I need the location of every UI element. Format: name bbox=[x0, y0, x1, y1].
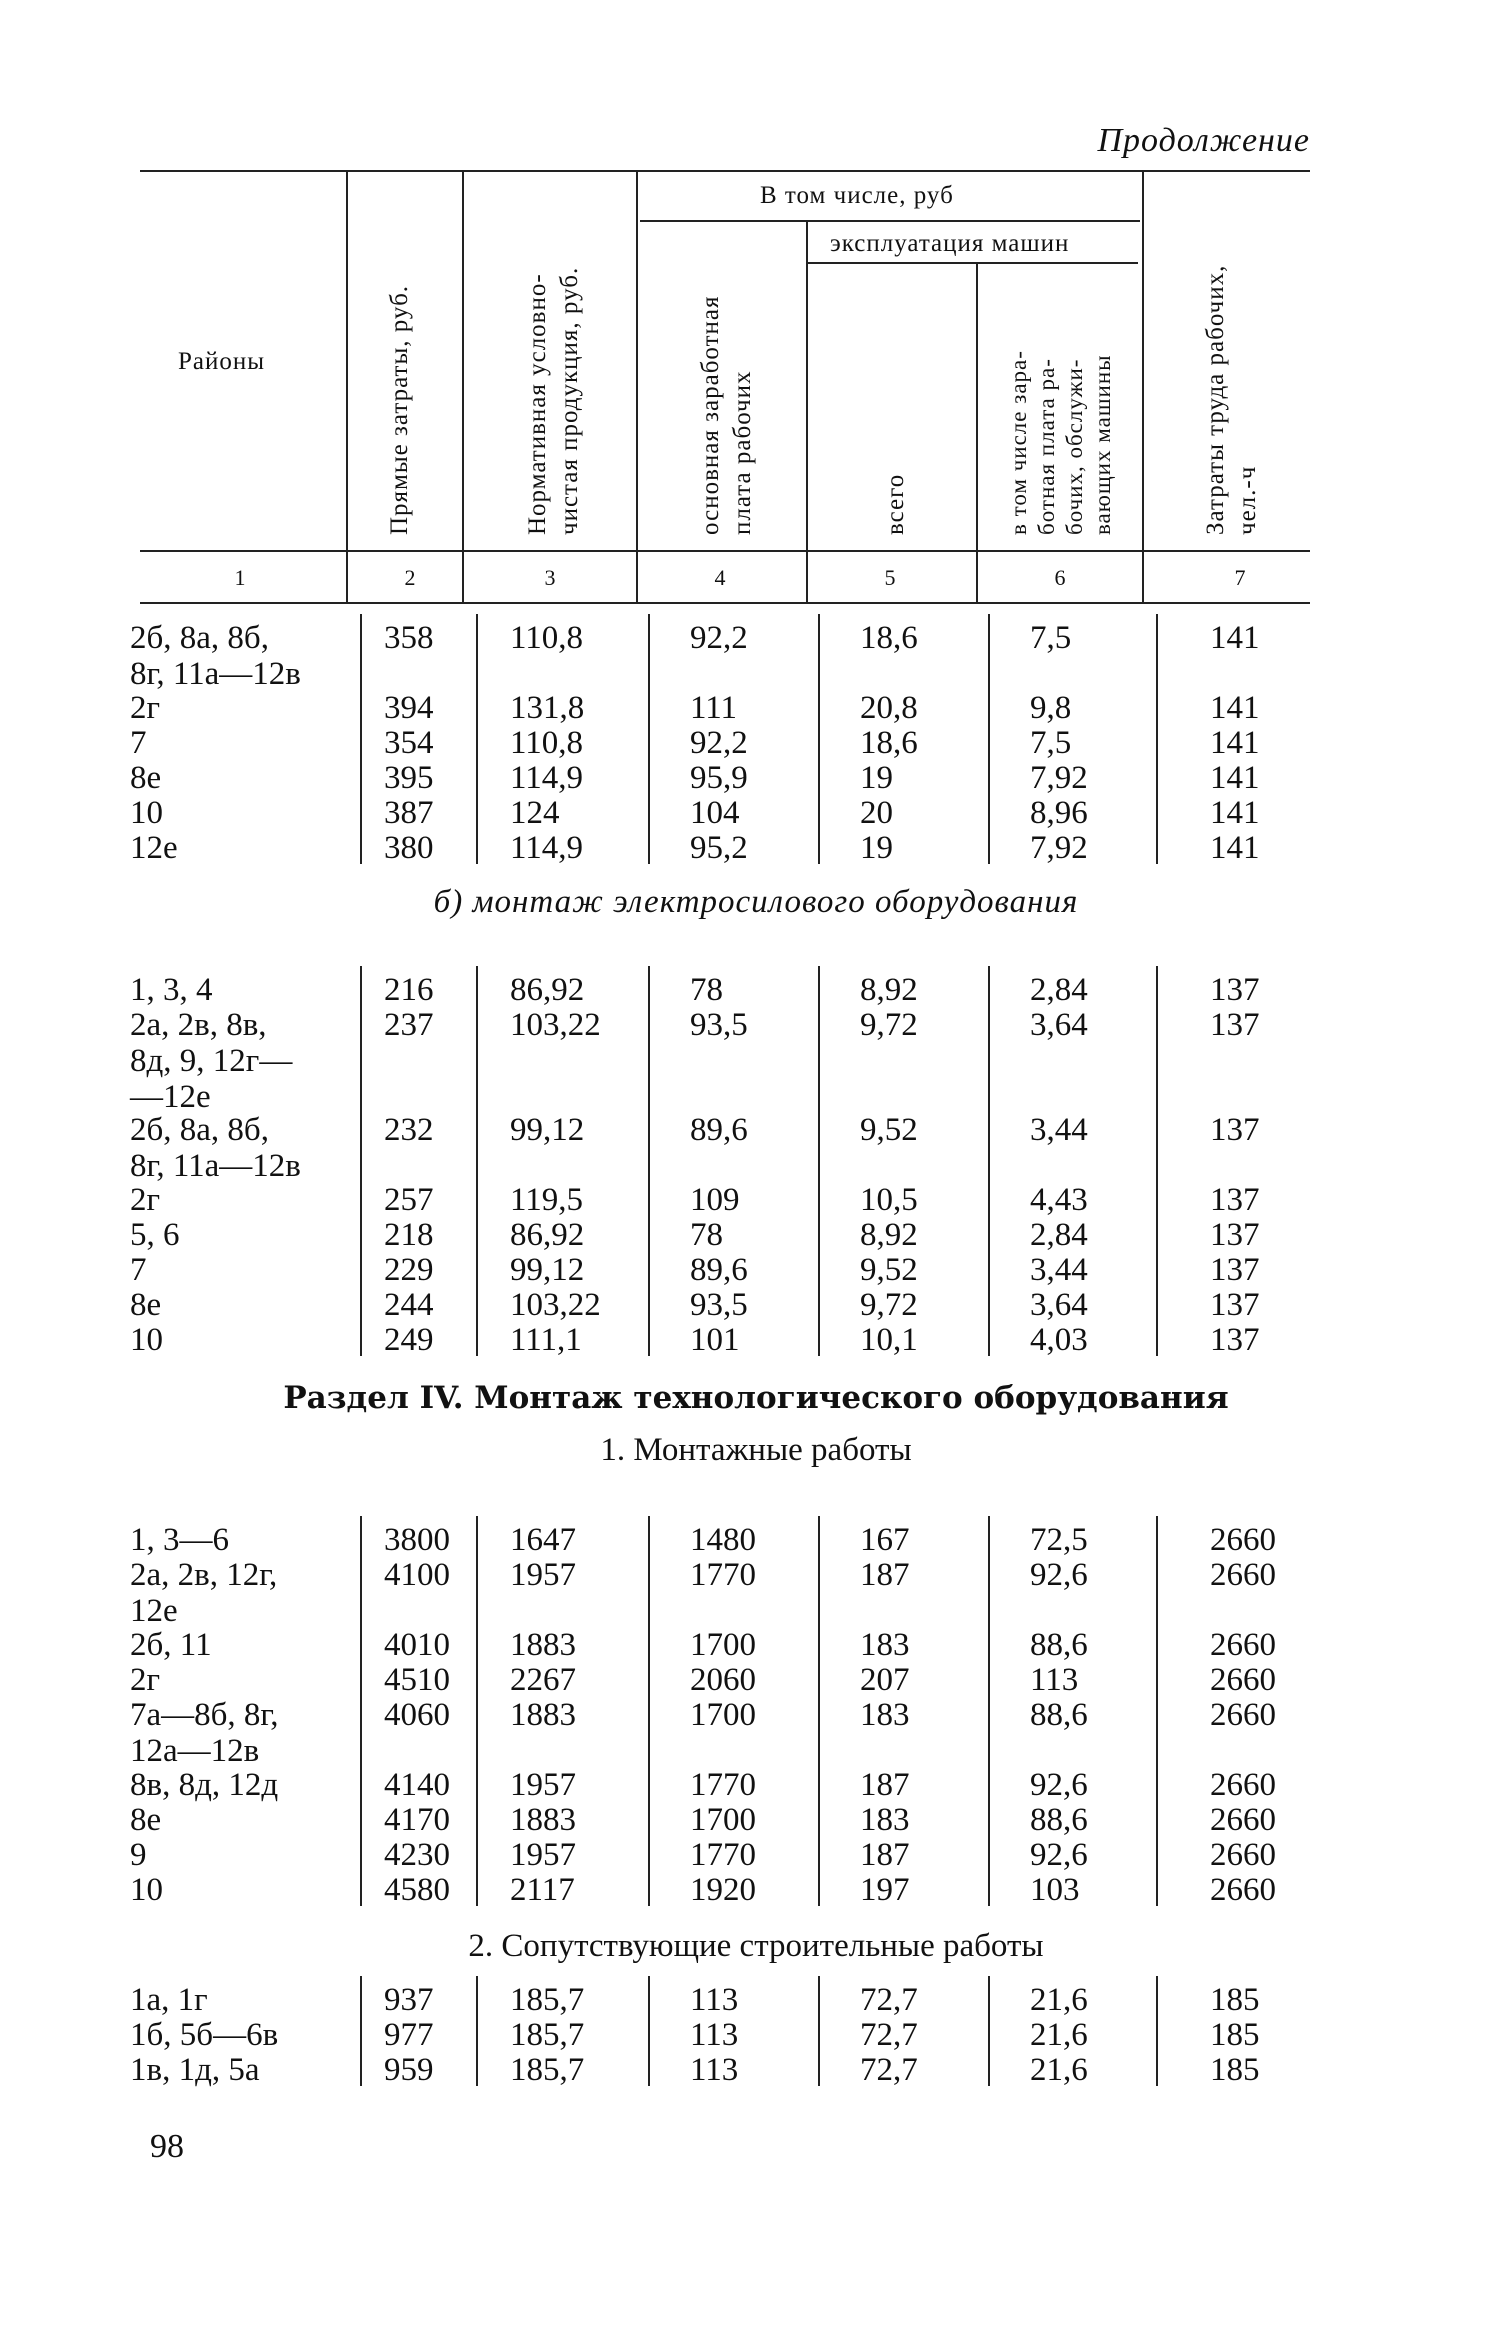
value-cell: 2660 bbox=[1210, 1872, 1276, 1908]
value-cell: 19 bbox=[860, 830, 893, 866]
value-cell: 185,7 bbox=[510, 2052, 585, 2088]
value-cell: 218 bbox=[384, 1217, 434, 1253]
district-cell bbox=[130, 1522, 229, 1558]
table-row bbox=[130, 725, 1320, 761]
table-row bbox=[130, 795, 1320, 831]
value-cell: 1700 bbox=[690, 1697, 756, 1733]
subsection-title-b: б) монтаж электросилового оборудования bbox=[433, 884, 1079, 920]
value-cell: 92,6 bbox=[1030, 1557, 1088, 1593]
value-cell: 141 bbox=[1210, 690, 1260, 726]
district-line: 5, 6 bbox=[130, 1217, 180, 1253]
value-cell: 72,7 bbox=[860, 2052, 918, 2088]
value-cell: 141 bbox=[1210, 725, 1260, 761]
value-cell: 78 bbox=[690, 972, 723, 1008]
value-cell: 4510 bbox=[384, 1662, 450, 1698]
district-cell bbox=[130, 1837, 147, 1873]
value-cell: 185 bbox=[1210, 2017, 1260, 2053]
continuation-label: Продолжение bbox=[1097, 122, 1310, 159]
value-cell: 185 bbox=[1210, 1982, 1260, 2018]
value-cell: 10,1 bbox=[860, 1322, 918, 1358]
district-line: 2г bbox=[130, 690, 161, 726]
value-cell: 3,64 bbox=[1030, 1287, 1088, 1323]
value-cell: 187 bbox=[860, 1767, 910, 1803]
district-cell bbox=[130, 972, 213, 1008]
value-cell: 183 bbox=[860, 1627, 910, 1663]
value-cell: 21,6 bbox=[1030, 1982, 1088, 2018]
value-cell: 2660 bbox=[1210, 1767, 1276, 1803]
value-cell: 93,5 bbox=[690, 1007, 748, 1043]
header-direct-costs: Прямые затраты, руб. bbox=[386, 284, 413, 535]
value-cell: 7,5 bbox=[1030, 620, 1072, 656]
value-cell: 2,84 bbox=[1030, 972, 1088, 1008]
district-cell bbox=[130, 1287, 161, 1323]
value-cell: 114,9 bbox=[510, 760, 584, 796]
value-cell: 4140 bbox=[384, 1767, 450, 1803]
value-cell: 1770 bbox=[690, 1557, 756, 1593]
district-line: 2а, 2в, 8в, bbox=[130, 1007, 267, 1043]
value-cell: 7,92 bbox=[1030, 760, 1088, 796]
value-cell: 2660 bbox=[1210, 1697, 1276, 1733]
value-cell: 183 bbox=[860, 1802, 910, 1838]
value-cell: 131,8 bbox=[510, 690, 585, 726]
value-cell: 103,22 bbox=[510, 1287, 601, 1323]
table-row bbox=[130, 1662, 1320, 1698]
district-line: 10 bbox=[130, 1872, 163, 1908]
value-cell: 229 bbox=[384, 1252, 434, 1288]
value-cell: 395 bbox=[384, 760, 434, 796]
district-cell bbox=[130, 1662, 160, 1698]
header-net-production: Нормативная условно- чистая продукция, руб. bbox=[524, 266, 583, 535]
district-cell bbox=[130, 795, 163, 831]
value-cell: 9,8 bbox=[1030, 690, 1072, 726]
district-line: 8г, 11а—12в bbox=[130, 1148, 301, 1184]
value-cell: 137 bbox=[1210, 1287, 1260, 1323]
district-cell bbox=[130, 1182, 160, 1218]
district-cell bbox=[130, 1697, 279, 1769]
table-row bbox=[130, 1557, 1320, 1629]
value-cell: 207 bbox=[860, 1662, 910, 1698]
page-number: 98 bbox=[150, 2128, 184, 2165]
value-cell: 86,92 bbox=[510, 1217, 585, 1253]
district-cell bbox=[130, 1322, 163, 1358]
district-line: 2б, 8а, 8б, bbox=[130, 1112, 269, 1148]
value-cell: 4100 bbox=[384, 1557, 450, 1593]
value-cell: 358 bbox=[384, 620, 434, 656]
value-cell: 72,7 bbox=[860, 1982, 918, 2018]
value-cell: 21,6 bbox=[1030, 2052, 1088, 2088]
value-cell: 185,7 bbox=[510, 1982, 585, 2018]
district-line: 10 bbox=[130, 1322, 163, 1358]
value-cell: 2660 bbox=[1210, 1662, 1276, 1698]
district-line: 8е bbox=[130, 1802, 162, 1838]
subgroup-rule bbox=[808, 262, 1138, 264]
value-cell: 216 bbox=[384, 972, 434, 1008]
district-line: —12е bbox=[130, 1079, 211, 1115]
value-cell: 20 bbox=[860, 795, 893, 831]
table-row bbox=[130, 1182, 1320, 1218]
value-cell: 2117 bbox=[510, 1872, 575, 1908]
header-bottom-rule bbox=[140, 550, 1310, 552]
district-cell bbox=[130, 1627, 212, 1663]
value-cell: 137 bbox=[1210, 1112, 1260, 1148]
district-cell bbox=[130, 1252, 147, 1288]
value-cell: 187 bbox=[860, 1557, 910, 1593]
value-cell: 111,1 bbox=[510, 1322, 582, 1358]
value-cell: 89,6 bbox=[690, 1252, 748, 1288]
district-cell bbox=[130, 2017, 278, 2053]
district-line: 2а, 2в, 12г, bbox=[130, 1557, 278, 1593]
value-cell: 18,6 bbox=[860, 620, 918, 656]
value-cell: 9,52 bbox=[860, 1112, 918, 1148]
value-cell: 141 bbox=[1210, 760, 1260, 796]
header-machine-wages: в том числе зара- ботная плата ра- бочих, обслужи- вающих машины bbox=[1006, 350, 1115, 535]
district-cell bbox=[130, 1767, 278, 1803]
value-cell: 4170 bbox=[384, 1802, 450, 1838]
header-districts: Районы bbox=[178, 348, 266, 375]
value-cell: 113 bbox=[690, 2052, 739, 2088]
value-cell: 7,92 bbox=[1030, 830, 1088, 866]
numbers-rule bbox=[140, 602, 1310, 604]
header-divider-3 bbox=[636, 172, 638, 602]
value-cell: 187 bbox=[860, 1837, 910, 1873]
value-cell: 977 bbox=[384, 2017, 434, 2053]
value-cell: 1700 bbox=[690, 1802, 756, 1838]
value-cell: 1957 bbox=[510, 1767, 576, 1803]
value-cell: 88,6 bbox=[1030, 1697, 1088, 1733]
value-cell: 1883 bbox=[510, 1802, 576, 1838]
value-cell: 1770 bbox=[690, 1837, 756, 1873]
value-cell: 19 bbox=[860, 760, 893, 796]
value-cell: 113 bbox=[1030, 1662, 1079, 1698]
value-cell: 2660 bbox=[1210, 1627, 1276, 1663]
value-cell: 89,6 bbox=[690, 1112, 748, 1148]
district-line: 12а—12в bbox=[130, 1733, 260, 1769]
value-cell: 124 bbox=[510, 795, 560, 831]
value-cell: 2060 bbox=[690, 1662, 756, 1698]
table-row bbox=[130, 1007, 1320, 1115]
district-line: 1, 3—6 bbox=[130, 1522, 229, 1558]
table-row bbox=[130, 690, 1320, 726]
value-cell: 10,5 bbox=[860, 1182, 918, 1218]
district-line: 1а, 1г bbox=[130, 1982, 208, 2018]
district-line: 12е bbox=[130, 1593, 178, 1629]
value-cell: 113 bbox=[690, 2017, 739, 2053]
value-cell: 197 bbox=[860, 1872, 910, 1908]
value-cell: 18,6 bbox=[860, 725, 918, 761]
value-cell: 354 bbox=[384, 725, 434, 761]
value-cell: 111 bbox=[690, 690, 738, 726]
value-cell: 103,22 bbox=[510, 1007, 601, 1043]
header-divider-1 bbox=[346, 172, 348, 602]
value-cell: 88,6 bbox=[1030, 1627, 1088, 1663]
value-cell: 1883 bbox=[510, 1697, 576, 1733]
value-cell: 1647 bbox=[510, 1522, 576, 1558]
header-divider-5 bbox=[976, 264, 978, 602]
value-cell: 3800 bbox=[384, 1522, 450, 1558]
value-cell: 92,6 bbox=[1030, 1837, 1088, 1873]
value-cell: 141 bbox=[1210, 830, 1260, 866]
table-row bbox=[130, 1522, 1320, 1558]
district-line: 7 bbox=[130, 1252, 147, 1288]
table-row bbox=[130, 1802, 1320, 1838]
district-line: 12е bbox=[130, 830, 178, 866]
header-divider-2 bbox=[462, 172, 464, 602]
column-number-3: 3 bbox=[544, 565, 556, 590]
header-divider-6 bbox=[1142, 172, 1144, 602]
column-number-6: 6 bbox=[1054, 565, 1066, 590]
district-cell bbox=[130, 1802, 161, 1838]
district-line: 8д, 9, 12г— bbox=[130, 1043, 293, 1079]
value-cell: 113 bbox=[690, 1982, 739, 2018]
group-rule bbox=[640, 220, 1140, 222]
value-cell: 4,03 bbox=[1030, 1322, 1088, 1358]
value-cell: 9,52 bbox=[860, 1252, 918, 1288]
district-cell bbox=[130, 760, 161, 796]
table-row bbox=[130, 1872, 1320, 1908]
value-cell: 249 bbox=[384, 1322, 434, 1358]
table-row bbox=[130, 972, 1320, 1008]
value-cell: 103 bbox=[1030, 1872, 1080, 1908]
value-cell: 185,7 bbox=[510, 2017, 585, 2053]
district-cell bbox=[130, 1112, 301, 1184]
value-cell: 86,92 bbox=[510, 972, 585, 1008]
district-line: 7а—8б, 8г, bbox=[130, 1697, 279, 1733]
value-cell: 937 bbox=[384, 1982, 434, 2018]
table-row bbox=[130, 1287, 1320, 1323]
value-cell: 137 bbox=[1210, 1007, 1260, 1043]
value-cell: 92,2 bbox=[690, 620, 748, 656]
header-labor: Затраты труда рабочих, чел.-ч bbox=[1202, 264, 1261, 535]
header-group: В том числе, руб bbox=[760, 182, 954, 209]
column-number-5: 5 bbox=[884, 565, 896, 590]
value-cell: 110,8 bbox=[510, 725, 584, 761]
value-cell: 9,72 bbox=[860, 1007, 918, 1043]
value-cell: 4,43 bbox=[1030, 1182, 1088, 1218]
district-line: 1в, 1д, 5а bbox=[130, 2052, 260, 2088]
district-line: 8е bbox=[130, 1287, 162, 1323]
value-cell: 244 bbox=[384, 1287, 434, 1323]
table-row bbox=[130, 830, 1320, 866]
district-line: 8е bbox=[130, 760, 162, 796]
value-cell: 119,5 bbox=[510, 1182, 584, 1218]
district-cell bbox=[130, 1217, 180, 1253]
value-cell: 232 bbox=[384, 1112, 434, 1148]
district-line: 9 bbox=[130, 1837, 147, 1873]
district-line: 2б, 8а, 8б, bbox=[130, 620, 269, 656]
subsection-title-2: 2. Сопутствующие строительные работы bbox=[468, 1928, 1044, 1964]
table-row bbox=[130, 1837, 1320, 1873]
value-cell: 3,44 bbox=[1030, 1252, 1088, 1288]
value-cell: 104 bbox=[690, 795, 740, 831]
value-cell: 2660 bbox=[1210, 1802, 1276, 1838]
value-cell: 92,6 bbox=[1030, 1767, 1088, 1803]
header-machine-operation: эксплуатация машин bbox=[830, 230, 1070, 257]
value-cell: 3,44 bbox=[1030, 1112, 1088, 1148]
district-line: 2б, 11 bbox=[130, 1627, 212, 1663]
value-cell: 4580 bbox=[384, 1872, 450, 1908]
district-line: 8г, 11а—12в bbox=[130, 656, 301, 692]
table-row bbox=[130, 620, 1320, 692]
table-row bbox=[130, 1322, 1320, 1358]
value-cell: 2660 bbox=[1210, 1837, 1276, 1873]
value-cell: 95,2 bbox=[690, 830, 748, 866]
district-cell bbox=[130, 620, 301, 692]
value-cell: 1957 bbox=[510, 1837, 576, 1873]
value-cell: 8,92 bbox=[860, 1217, 918, 1253]
district-cell bbox=[130, 830, 178, 866]
value-cell: 72,5 bbox=[1030, 1522, 1088, 1558]
value-cell: 99,12 bbox=[510, 1252, 585, 1288]
value-cell: 387 bbox=[384, 795, 434, 831]
value-cell: 394 bbox=[384, 690, 434, 726]
district-cell bbox=[130, 1557, 277, 1629]
district-line: 2г bbox=[130, 1662, 161, 1698]
header-total: всего bbox=[882, 473, 909, 535]
table-row bbox=[130, 1112, 1320, 1184]
value-cell: 959 bbox=[384, 2052, 434, 2088]
value-cell: 141 bbox=[1210, 620, 1260, 656]
header-divider-4 bbox=[806, 222, 808, 602]
value-cell: 7,5 bbox=[1030, 725, 1072, 761]
column-number-7: 7 bbox=[1234, 565, 1246, 590]
value-cell: 9,72 bbox=[860, 1287, 918, 1323]
section-iv-title: Раздел IV. Монтаж технологического оборудования bbox=[283, 1380, 1229, 1416]
value-cell: 2267 bbox=[510, 1662, 576, 1698]
column-number-4: 4 bbox=[714, 565, 726, 590]
table-row bbox=[130, 1627, 1320, 1663]
district-cell bbox=[130, 725, 147, 761]
table-row bbox=[130, 1767, 1320, 1803]
value-cell: 72,7 bbox=[860, 2017, 918, 2053]
value-cell: 1920 bbox=[690, 1872, 756, 1908]
value-cell: 8,92 bbox=[860, 972, 918, 1008]
value-cell: 2,84 bbox=[1030, 1217, 1088, 1253]
value-cell: 78 bbox=[690, 1217, 723, 1253]
district-line: 2г bbox=[130, 1182, 161, 1218]
district-cell bbox=[130, 1007, 292, 1115]
value-cell: 1480 bbox=[690, 1522, 756, 1558]
column-number-1: 1 bbox=[234, 565, 246, 590]
value-cell: 21,6 bbox=[1030, 2017, 1088, 2053]
district-cell bbox=[130, 2052, 260, 2088]
value-cell: 183 bbox=[860, 1697, 910, 1733]
value-cell: 185 bbox=[1210, 2052, 1260, 2088]
value-cell: 114,9 bbox=[510, 830, 584, 866]
value-cell: 167 bbox=[860, 1522, 910, 1558]
district-cell bbox=[130, 1982, 208, 2018]
value-cell: 93,5 bbox=[690, 1287, 748, 1323]
value-cell: 137 bbox=[1210, 1217, 1260, 1253]
value-cell: 137 bbox=[1210, 1182, 1260, 1218]
table-row bbox=[130, 760, 1320, 796]
district-line: 10 bbox=[130, 795, 163, 831]
value-cell: 257 bbox=[384, 1182, 434, 1218]
district-line: 1, 3, 4 bbox=[130, 972, 213, 1008]
table-row bbox=[130, 1982, 1320, 2018]
subsection-title-1: 1. Монтажные работы bbox=[600, 1432, 912, 1468]
value-cell: 1883 bbox=[510, 1627, 576, 1663]
header-wages: основная заработная плата рабочих bbox=[697, 295, 756, 535]
value-cell: 137 bbox=[1210, 1252, 1260, 1288]
value-cell: 2660 bbox=[1210, 1557, 1276, 1593]
value-cell: 4230 bbox=[384, 1837, 450, 1873]
district-line: 8в, 8д, 12д bbox=[130, 1767, 279, 1803]
value-cell: 4060 bbox=[384, 1697, 450, 1733]
value-cell: 137 bbox=[1210, 1322, 1260, 1358]
value-cell: 1770 bbox=[690, 1767, 756, 1803]
district-cell bbox=[130, 690, 160, 726]
value-cell: 141 bbox=[1210, 795, 1260, 831]
value-cell: 88,6 bbox=[1030, 1802, 1088, 1838]
value-cell: 110,8 bbox=[510, 620, 584, 656]
column-number-2: 2 bbox=[404, 565, 416, 590]
district-line: 1б, 5б—6в bbox=[130, 2017, 279, 2053]
value-cell: 4010 bbox=[384, 1627, 450, 1663]
value-cell: 2660 bbox=[1210, 1522, 1276, 1558]
value-cell: 1700 bbox=[690, 1627, 756, 1663]
value-cell: 92,2 bbox=[690, 725, 748, 761]
table-top-rule bbox=[140, 170, 1310, 172]
table-row bbox=[130, 1217, 1320, 1253]
table-row bbox=[130, 1697, 1320, 1769]
value-cell: 99,12 bbox=[510, 1112, 585, 1148]
table-row bbox=[130, 2017, 1320, 2053]
table-row bbox=[130, 1252, 1320, 1288]
value-cell: 1957 bbox=[510, 1557, 576, 1593]
value-cell: 380 bbox=[384, 830, 434, 866]
table-row bbox=[130, 2052, 1320, 2088]
value-cell: 109 bbox=[690, 1182, 740, 1218]
value-cell: 3,64 bbox=[1030, 1007, 1088, 1043]
value-cell: 8,96 bbox=[1030, 795, 1088, 831]
value-cell: 237 bbox=[384, 1007, 434, 1043]
value-cell: 101 bbox=[690, 1322, 740, 1358]
value-cell: 20,8 bbox=[860, 690, 918, 726]
district-cell bbox=[130, 1872, 163, 1908]
value-cell: 95,9 bbox=[690, 760, 748, 796]
district-line: 7 bbox=[130, 725, 147, 761]
value-cell: 137 bbox=[1210, 972, 1260, 1008]
